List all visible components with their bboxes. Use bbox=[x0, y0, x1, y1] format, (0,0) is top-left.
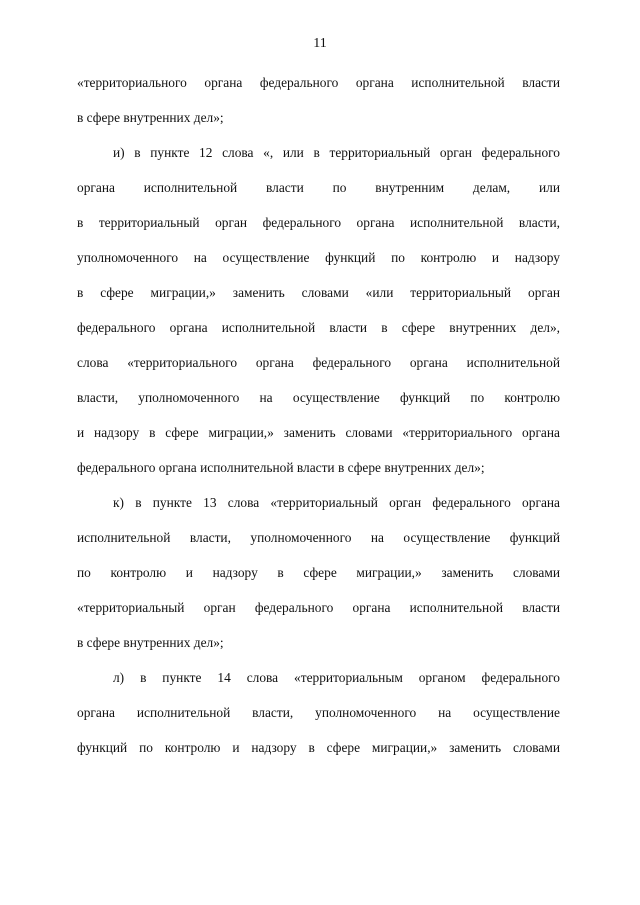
text-line: федерального органа исполнительной власти в сфере внутренних дел»; bbox=[77, 460, 485, 475]
text-line: в сфере внутренних дел»; bbox=[77, 110, 224, 125]
text-line: «территориального органа федерального органа исполнительной власти bbox=[77, 75, 560, 90]
text-line: слова «территориального органа федерального органа исполнительной bbox=[77, 355, 560, 370]
text-line: федерального органа исполнительной власти в сфере внутренних дел», bbox=[77, 320, 560, 335]
text-line: в территориальный орган федерального органа исполнительной власти, bbox=[77, 215, 560, 230]
text-line: уполномоченного на осуществление функций по контролю и надзору bbox=[77, 250, 560, 265]
text-line: органа исполнительной власти по внутренним делам, или bbox=[77, 180, 560, 195]
text-line: власти, уполномоченного на осуществление функций по контролю bbox=[77, 390, 560, 405]
page-number: 11 bbox=[313, 36, 327, 51]
text-line: органа исполнительной власти, уполномоченного на осуществление bbox=[77, 705, 560, 720]
text-line: по контролю и надзору в сфере миграции,» заменить словами bbox=[77, 565, 560, 580]
text-line: «территориальный орган федерального органа исполнительной власти bbox=[77, 600, 560, 615]
text-line: функций по контролю и надзору в сфере миграции,» заменить словами bbox=[77, 740, 560, 755]
text-line: л) в пункте 14 слова «территориальным органом федерального bbox=[113, 670, 560, 685]
text-line: в сфере внутренних дел»; bbox=[77, 635, 224, 650]
text-line: к) в пункте 13 слова «территориальный орган федерального органа bbox=[113, 495, 560, 510]
text-line: исполнительной власти, уполномоченного на осуществление функций bbox=[77, 530, 560, 545]
text-line: и) в пункте 12 слова «, или в территориальный орган федерального bbox=[113, 145, 560, 160]
text-line: в сфере миграции,» заменить словами «или территориальный орган bbox=[77, 285, 560, 300]
text-line: и надзору в сфере миграции,» заменить словами «территориального органа bbox=[77, 425, 560, 440]
